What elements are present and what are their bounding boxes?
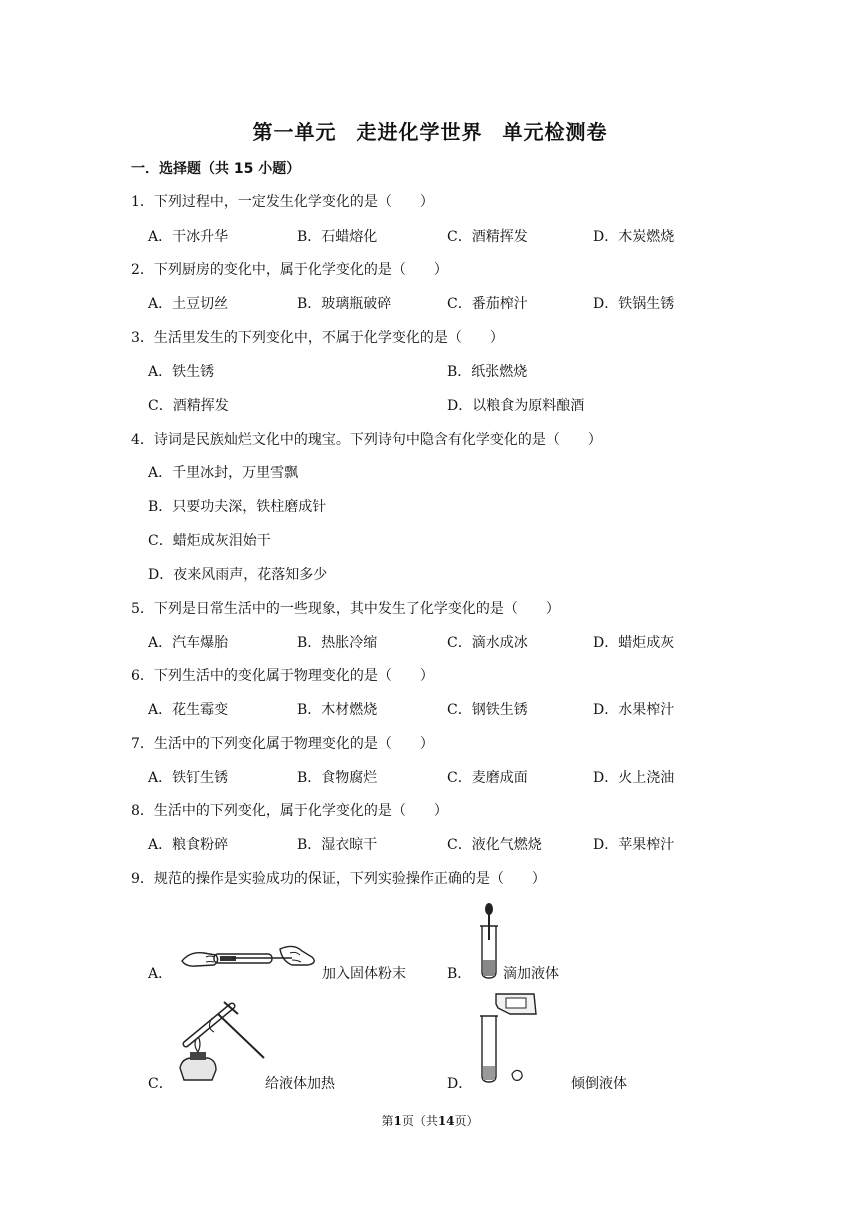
question-1-stem: 1．下列过程中，一定发生化学变化的是（ ） (131, 194, 434, 210)
q2-option-a: A．土豆切丝 (148, 296, 229, 312)
question-7-stem: 7．生活中的下列变化属于物理变化的是（ ） (131, 736, 434, 752)
q7-option-c: C．麦磨成面 (447, 770, 528, 786)
q7-option-a: A．铁钉生锈 (148, 770, 229, 786)
q4-option-c: C．蜡炬成灰泪始干 (148, 533, 271, 549)
q5-option-c: C．滴水成冰 (447, 635, 528, 651)
q1-option-c: C．酒精挥发 (447, 229, 528, 245)
q9-option-d-label: 倾倒液体 (571, 1076, 627, 1092)
page-footer (0, 1112, 860, 1129)
q4-option-d: D．夜来风雨声，花落知多少 (148, 567, 328, 583)
question-9-stem: 9．规范的操作是实验成功的保证，下列实验操作正确的是（ ） (131, 871, 546, 887)
section-heading: 一．选择题（共 15 小题） (131, 161, 301, 177)
q9-option-a-label: 加入固体粉末 (322, 966, 406, 982)
page-title (0, 116, 860, 145)
q8-option-a: A．粮食粉碎 (148, 837, 229, 853)
add-powder-figure (180, 935, 320, 975)
q5-option-d: D．蜡炬成灰 (593, 635, 675, 651)
q5-option-a: A．汽车爆胎 (148, 635, 229, 651)
q2-option-b: B．玻璃瓶破碎 (297, 296, 392, 312)
q9-option-a-letter: A． (148, 966, 173, 982)
q2-option-d: D．铁锅生锈 (593, 296, 675, 312)
q4-option-a: A．千里冰封，万里雪飘 (148, 465, 299, 481)
q6-option-a: A．花生霉变 (148, 702, 229, 718)
dropper-figure (477, 902, 501, 980)
q8-option-c: C．液化气燃烧 (447, 837, 542, 853)
q9-option-d-letter: D． (447, 1076, 473, 1092)
question-5-stem: 5．下列是日常生活中的一些现象，其中发生了化学变化的是（ ） (131, 601, 560, 617)
question-2-stem: 2．下列厨房的变化中，属于化学变化的是（ ） (131, 262, 448, 278)
q6-option-d: D．水果榨汁 (593, 702, 675, 718)
q1-option-b: B．石蜡熔化 (297, 229, 378, 245)
q9-option-c-label: 给液体加热 (265, 1076, 335, 1092)
q6-option-c: C．钢铁生锈 (447, 702, 528, 718)
question-8-stem: 8．生活中的下列变化，属于化学变化的是（ ） (131, 803, 448, 819)
q8-option-d: D．苹果榨汁 (593, 837, 675, 853)
footer-prefix: 第 (381, 1114, 394, 1128)
question-3-stem: 3．生活里发生的下列变化中，不属于化学变化的是（ ） (131, 330, 504, 346)
q8-option-b: B．湿衣晾干 (297, 837, 378, 853)
title-part-3: 单元检测卷 (502, 120, 608, 144)
question-6-stem: 6．下列生活中的变化属于物理变化的是（ ） (131, 668, 434, 684)
q5-option-b: B．热胀冷缩 (297, 635, 378, 651)
footer-page-number: 1 (393, 1114, 402, 1128)
q7-option-d: D．火上浇油 (593, 770, 675, 786)
title-part-1: 第一单元 (252, 120, 337, 144)
q6-option-b: B．木材燃烧 (297, 702, 378, 718)
q1-option-d: D．木炭燃烧 (593, 229, 675, 245)
q2-option-c: C．番茄榨汁 (447, 296, 528, 312)
footer-mid: 页（共 (401, 1114, 438, 1128)
footer-total-pages: 14 (437, 1114, 455, 1128)
q9-option-b-label: 滴加液体 (503, 966, 559, 982)
q3-option-a: A．铁生锈 (148, 364, 215, 380)
footer-suffix: 页） (454, 1114, 479, 1128)
q7-option-b: B．食物腐烂 (297, 770, 378, 786)
pouring-figure (476, 990, 542, 1086)
q3-option-b: B．纸张燃烧 (447, 364, 528, 380)
heating-figure (172, 998, 272, 1084)
q9-option-c-letter: C． (148, 1076, 173, 1092)
q1-option-a: A．干冰升华 (148, 229, 229, 245)
q3-option-c: C．酒精挥发 (148, 398, 229, 414)
title-part-2: 走进化学世界 (356, 120, 483, 144)
q4-option-b: B．只要功夫深，铁柱磨成针 (148, 499, 327, 515)
q3-option-d: D．以粮食为原料酿酒 (447, 398, 585, 414)
q9-option-b-letter: B． (447, 966, 472, 982)
question-4-stem: 4．诗词是民族灿烂文化中的瑰宝。下列诗句中隐含有化学变化的是（ ） (131, 432, 602, 448)
